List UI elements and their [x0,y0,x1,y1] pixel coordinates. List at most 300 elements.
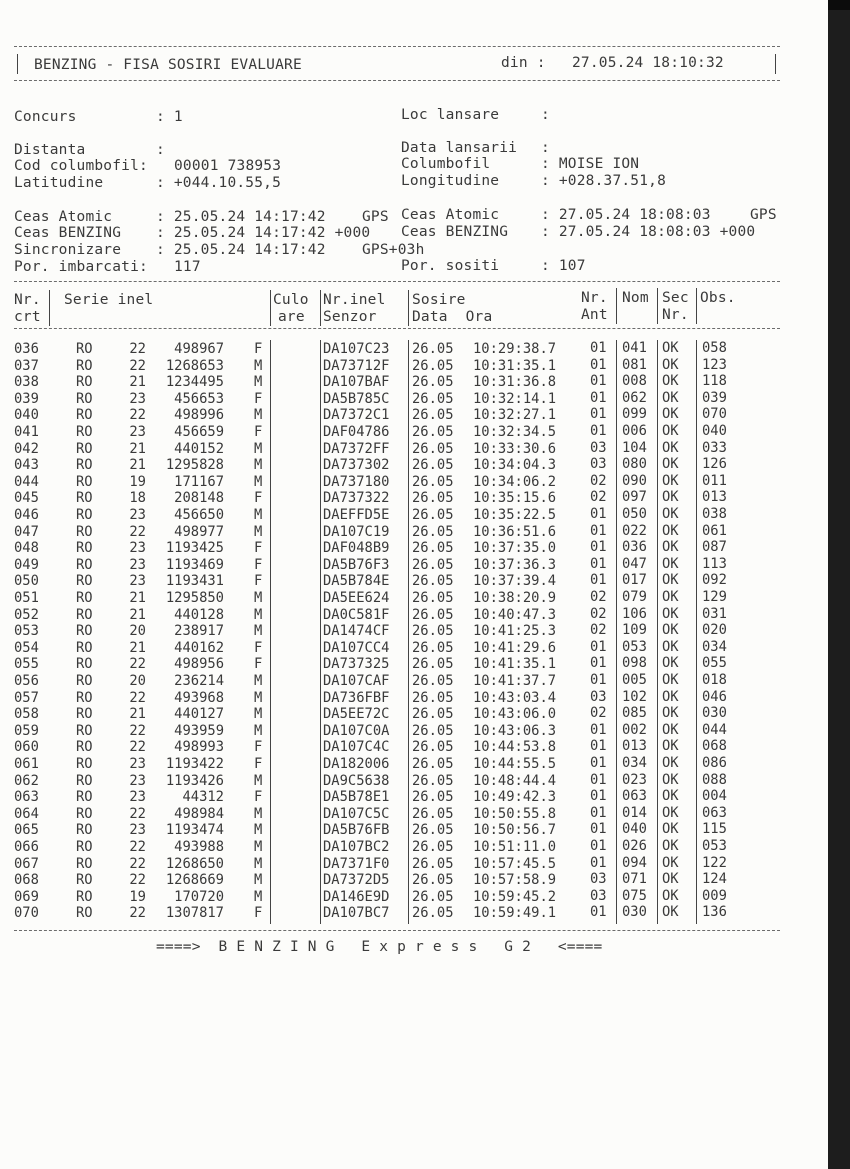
cell-year: 19 [129,888,146,905]
cell-sec: OK [662,406,679,423]
cell-time: 10:59:49.1 [473,905,557,922]
cell-sec: OK [662,804,679,821]
cell-time: 10:51:11.0 [473,839,557,855]
cell-nr: 057 [14,689,39,706]
cell-country: RO [76,573,93,590]
cell-sec: OK [662,340,679,356]
cell-sensor: DA7372C1 [323,407,390,424]
cell-country: RO [76,424,93,440]
cell-sensor: DA7372D5 [323,872,390,889]
cell-sensor: DAF04786 [323,424,390,440]
cell-sex: F [254,341,263,357]
cell-nr: 047 [14,523,39,540]
cell-year: 22 [129,357,146,374]
cell-sensor: DA5EE624 [323,590,390,606]
cell-time: 10:35:15.6 [473,490,557,507]
cell-nom: 090 [622,472,647,489]
longitudine-label: Longitudine [401,173,500,189]
columns-bottom-rule [14,328,780,329]
col-obs: Obs. [700,290,736,306]
cell-ring: 1193469 [165,556,224,573]
cell-ant: 01 [590,655,607,672]
cell-nr: 040 [14,407,39,424]
cell-nom: 026 [622,838,647,854]
cell-time: 10:37:36.3 [473,556,557,573]
cell-time: 10:33:30.6 [473,440,557,457]
cell-nom: 079 [622,589,647,605]
cell-ring: 493988 [174,839,224,855]
cell-year: 22 [129,407,146,424]
cell-sec: OK [662,605,679,622]
cell-sec: OK [662,522,679,539]
cell-nom: 002 [622,721,647,738]
cell-sensor: DA5EE72C [323,706,390,723]
cell-time: 10:29:38.7 [473,341,557,357]
cell-date: 26.05 [412,523,454,540]
body-sep-ant [616,340,617,924]
cell-nom: 005 [622,672,647,688]
body-sep-senzor [408,340,409,924]
cell-country: RO [76,872,93,889]
cell-ring: 170720 [174,888,224,905]
cell-ant: 03 [590,871,607,888]
cell-ring: 1268653 [165,357,224,374]
cell-nom: 094 [622,854,647,871]
cell-nom: 080 [622,456,647,473]
cell-country: RO [76,822,93,839]
cell-country: RO [76,440,93,457]
cell-sex: F [254,905,263,922]
cell-nom: 109 [622,622,647,639]
cell-date: 26.05 [412,341,454,357]
cell-obs: 061 [702,522,727,539]
cell-nom: 081 [622,356,647,373]
cell-year: 18 [129,490,146,507]
cell-nom: 013 [622,738,647,755]
cell-sec: OK [662,622,679,639]
cell-sec: OK [662,456,679,473]
cell-sex: M [254,374,263,391]
sositi-value: : 107 [541,258,586,274]
cell-sex: M [254,706,263,723]
cell-sex: M [254,888,263,905]
cell-sec: OK [662,389,679,406]
cell-date: 26.05 [412,673,454,689]
cell-sensor: DA0C581F [323,606,390,623]
cell-obs: 053 [702,838,727,854]
cell-obs: 031 [702,605,727,622]
cell-nr: 062 [14,772,39,789]
cell-nr: 059 [14,722,39,739]
cell-sex: F [254,639,263,656]
cell-nr: 038 [14,374,39,391]
cell-sensor: DA736FBF [323,689,390,706]
cell-obs: 087 [702,539,727,556]
col-nr-line2: crt [14,309,41,325]
cell-nom: 102 [622,688,647,705]
ceas-atomic-value: : 25.05.24 14:17:42 [156,209,326,225]
cell-ring: 440128 [174,606,224,623]
cell-sec: OK [662,506,679,522]
cell-nr: 060 [14,739,39,756]
cell-nom: 006 [622,423,647,439]
cell-ring: 498984 [174,805,224,822]
cell-sensor: DA737180 [323,473,390,490]
distanta-value: : [156,142,165,158]
cell-year: 23 [129,772,146,789]
col-nrinel-line1: Nr.inel [323,292,386,308]
cell-nr: 036 [14,341,39,357]
cell-sec: OK [662,489,679,506]
concurs-value: : 1 [156,109,183,125]
cell-nom: 022 [622,522,647,539]
cell-obs: 013 [702,489,727,506]
cell-obs: 118 [702,373,727,390]
cell-sensor: DA9C5638 [323,772,390,789]
cell-sec: OK [662,589,679,605]
cell-country: RO [76,374,93,391]
cell-sensor: DA107C23 [323,341,390,357]
cell-obs: 011 [702,472,727,489]
cell-sex: M [254,855,263,872]
cod-columbofil-value: 00001 738953 [174,158,282,174]
cell-ant: 01 [590,738,607,755]
cell-sensor: DA73712F [323,357,390,374]
cell-ant: 01 [590,356,607,373]
cell-year: 23 [129,540,146,557]
cell-ring: 1234495 [165,374,224,391]
col-ant-line2: Ant [581,307,608,323]
cell-nr: 052 [14,606,39,623]
cell-nom: 030 [622,904,647,921]
header-bottom-rule [14,80,780,81]
footer-brand: ====> B E N Z I N G E x p r e s s G 2 <==== [156,939,603,955]
cell-ring: 1193474 [165,822,224,839]
ceas-benzing-right-label: Ceas BENZING [401,224,509,240]
cell-year: 21 [129,706,146,723]
cell-time: 10:41:37.7 [473,673,557,689]
cell-sensor: DAEFFD5E [323,507,390,523]
ceas-benzing-label: Ceas BENZING [14,225,122,241]
ceas-atomic-right-value: : 27.05.24 18:08:03 [541,207,711,223]
cell-obs: 044 [702,721,727,738]
cell-nom: 040 [622,821,647,838]
cell-sex: M [254,407,263,424]
cell-nr: 053 [14,623,39,640]
cell-obs: 068 [702,738,727,755]
cell-date: 26.05 [412,490,454,507]
cell-nom: 071 [622,871,647,888]
cell-ant: 02 [590,589,607,605]
cell-obs: 122 [702,854,727,871]
cell-ant: 01 [590,373,607,390]
cell-nr: 054 [14,639,39,656]
cell-nom: 036 [622,539,647,556]
cell-nom: 085 [622,705,647,722]
cell-ring: 456659 [174,424,224,440]
cell-country: RO [76,689,93,706]
cell-date: 26.05 [412,407,454,424]
col-sec-line2: Nr. [662,307,689,323]
col-serie: Serie inel [64,292,154,308]
cell-sensor: DA737325 [323,656,390,673]
cell-year: 20 [129,623,146,640]
cell-nr: 070 [14,905,39,922]
cell-date: 26.05 [412,739,454,756]
cell-ant: 01 [590,854,607,871]
cell-nr: 065 [14,822,39,839]
cell-ant: 03 [590,439,607,456]
header-sep-7 [696,288,697,324]
cell-time: 10:32:27.1 [473,407,557,424]
cell-nr: 051 [14,590,39,606]
cell-year: 19 [129,473,146,490]
cell-date: 26.05 [412,573,454,590]
cell-obs: 020 [702,622,727,639]
concurs-label: Concurs [14,109,77,125]
cell-sex: F [254,424,263,440]
cell-country: RO [76,540,93,557]
cell-date: 26.05 [412,473,454,490]
cell-date: 26.05 [412,656,454,673]
cell-sex: F [254,490,263,507]
cell-sensor: DA737302 [323,457,390,474]
cell-sensor: DA5B784E [323,573,390,590]
cell-sensor: DA737322 [323,490,390,507]
cell-year: 22 [129,872,146,889]
cell-ring: 498996 [174,407,224,424]
cell-date: 26.05 [412,357,454,374]
cell-sec: OK [662,821,679,838]
col-sosire-line2: Data Ora [412,309,493,325]
cell-country: RO [76,772,93,789]
cell-ant: 02 [590,472,607,489]
cell-ant: 01 [590,672,607,688]
cell-obs: 040 [702,423,727,439]
cell-obs: 070 [702,406,727,423]
cell-country: RO [76,839,93,855]
cell-year: 22 [129,855,146,872]
cell-ring: 456653 [174,390,224,407]
cell-sensor: DA182006 [323,756,390,772]
cell-year: 21 [129,606,146,623]
cell-sec: OK [662,721,679,738]
cell-sensor: DA7371F0 [323,855,390,872]
cell-date: 26.05 [412,374,454,391]
cell-sensor: DA107C0A [323,722,390,739]
cell-obs: 038 [702,506,727,522]
header-top-rule [14,46,780,47]
cell-nr: 037 [14,357,39,374]
cell-time: 10:38:20.9 [473,590,557,606]
cell-sec: OK [662,887,679,904]
cell-time: 10:40:47.3 [473,606,557,623]
cell-ant: 01 [590,804,607,821]
cell-sex: M [254,623,263,640]
cell-year: 22 [129,656,146,673]
cell-date: 26.05 [412,390,454,407]
header-sep-5 [616,288,617,324]
cell-country: RO [76,756,93,772]
cell-sec: OK [662,755,679,771]
cell-ant: 01 [590,838,607,854]
cell-nr: 044 [14,473,39,490]
cell-date: 26.05 [412,556,454,573]
cell-time: 10:59:45.2 [473,888,557,905]
header-sep-4 [408,290,409,326]
cell-ring: 456650 [174,507,224,523]
cell-sex: M [254,457,263,474]
sincronizare-value: : 25.05.24 14:17:42 [156,242,326,258]
cell-time: 10:44:55.5 [473,756,557,772]
cell-time: 10:41:25.3 [473,623,557,640]
body-sep-culo-right [320,340,321,924]
cell-nr: 064 [14,805,39,822]
col-nr-line1: Nr. [14,292,41,308]
cell-sex: F [254,390,263,407]
latitudine-label: Latitudine [14,175,104,191]
header-sep-2 [270,290,271,326]
cell-date: 26.05 [412,440,454,457]
cell-sec: OK [662,705,679,722]
cell-nr: 069 [14,888,39,905]
cell-date: 26.05 [412,839,454,855]
body-sep-sec [696,340,697,924]
cell-year: 21 [129,440,146,457]
cell-ant: 01 [590,788,607,805]
report-date-value: 27.05.24 18:10:32 [572,55,724,71]
cell-sex: M [254,606,263,623]
cell-obs: 009 [702,887,727,904]
cell-nr: 049 [14,556,39,573]
cell-ring: 498993 [174,739,224,756]
cell-nr: 061 [14,756,39,772]
cell-time: 10:37:39.4 [473,573,557,590]
cell-obs: 092 [702,572,727,589]
cell-country: RO [76,739,93,756]
cell-ant: 01 [590,555,607,572]
cell-nom: 053 [622,638,647,655]
cell-country: RO [76,706,93,723]
cell-time: 10:41:29.6 [473,639,557,656]
cell-obs: 124 [702,871,727,888]
cell-country: RO [76,789,93,806]
cell-sec: OK [662,655,679,672]
cell-year: 22 [129,523,146,540]
cell-country: RO [76,523,93,540]
cell-time: 10:50:55.8 [473,805,557,822]
cell-ant: 03 [590,456,607,473]
cell-ant: 01 [590,506,607,522]
cell-time: 10:43:06.3 [473,722,557,739]
cell-ring: 440152 [174,440,224,457]
col-nom: Nom [622,290,649,306]
cell-sec: OK [662,771,679,788]
cell-sensor: DA107C19 [323,523,390,540]
cell-sensor: DA5B76F3 [323,556,390,573]
cell-ant: 01 [590,423,607,439]
cell-date: 26.05 [412,689,454,706]
cell-country: RO [76,556,93,573]
cell-country: RO [76,606,93,623]
cell-year: 23 [129,390,146,407]
cell-ant: 01 [590,721,607,738]
cell-obs: 088 [702,771,727,788]
cell-obs: 033 [702,439,727,456]
cell-ant: 01 [590,821,607,838]
cell-nr: 041 [14,424,39,440]
cell-time: 10:44:53.8 [473,739,557,756]
cell-date: 26.05 [412,639,454,656]
cell-ant: 02 [590,705,607,722]
cell-ring: 498967 [174,341,224,357]
cell-nom: 106 [622,605,647,622]
cell-nom: 099 [622,406,647,423]
scan-edge [828,0,850,1169]
cell-ant: 03 [590,887,607,904]
ceas-atomic-suffix: GPS [362,209,389,225]
cell-nom: 097 [622,489,647,506]
cell-sensor: DA107CC4 [323,639,390,656]
cell-year: 23 [129,573,146,590]
cell-date: 26.05 [412,424,454,440]
cell-nom: 008 [622,373,647,390]
cell-date: 26.05 [412,756,454,772]
cell-country: RO [76,855,93,872]
cell-obs: 018 [702,672,727,688]
ceas-benzing-value: : 25.05.24 14:17:42 +000 [156,225,371,241]
cell-date: 26.05 [412,872,454,889]
cell-sex: M [254,523,263,540]
cell-country: RO [76,407,93,424]
cell-ant: 02 [590,489,607,506]
cell-nom: 062 [622,389,647,406]
cell-country: RO [76,888,93,905]
cell-sensor: DA107BC2 [323,839,390,855]
cell-time: 10:34:06.2 [473,473,557,490]
cell-country: RO [76,590,93,606]
cell-country: RO [76,623,93,640]
cell-ring: 1193431 [165,573,224,590]
cell-ant: 01 [590,904,607,921]
cell-ring: 44312 [182,789,224,806]
cell-nom: 063 [622,788,647,805]
cell-country: RO [76,457,93,474]
cell-year: 23 [129,424,146,440]
cell-sex: M [254,805,263,822]
cell-ring: 493968 [174,689,224,706]
cell-sensor: DAF048B9 [323,540,390,557]
cell-sensor: DA107BAF [323,374,390,391]
latitudine-value: : +044.10.55,5 [156,175,282,191]
cell-sec: OK [662,788,679,805]
data-lansarii-label: Data lansarii [401,140,518,156]
cell-time: 10:43:03.4 [473,689,557,706]
cell-ring: 440127 [174,706,224,723]
cell-year: 22 [129,905,146,922]
cell-ant: 01 [590,389,607,406]
cod-columbofil-label: Cod columbofil: [14,158,148,174]
cell-sec: OK [662,672,679,688]
cell-ant: 01 [590,522,607,539]
cell-sex: M [254,590,263,606]
cell-year: 23 [129,789,146,806]
cell-sex: M [254,473,263,490]
col-sec-line1: Sec [662,290,689,306]
cell-obs: 063 [702,804,727,821]
cell-sec: OK [662,555,679,572]
cell-sensor: DA7372FF [323,440,390,457]
